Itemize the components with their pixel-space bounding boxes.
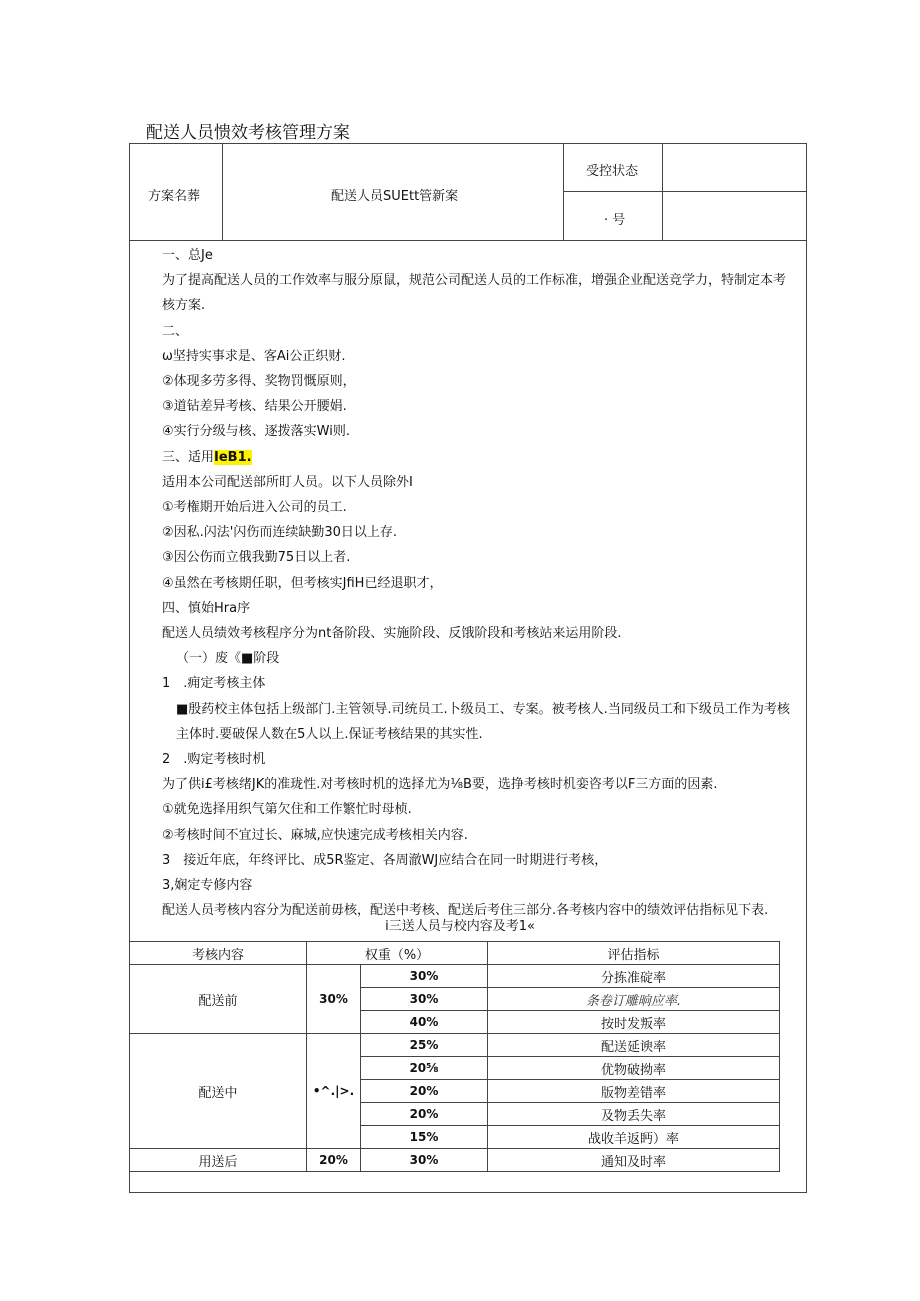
metric-weight-cell: 30% bbox=[361, 988, 488, 1011]
body-paragraph bbox=[148, 545, 798, 570]
table-row bbox=[130, 1034, 780, 1057]
paragraph-text: 配送人员考核内容分为配送前毋核，配送中考核、配送后考住三部分.各考核内容中的绩效评估指标见下表. bbox=[162, 903, 769, 919]
header-divider bbox=[563, 143, 564, 241]
paragraph-text: 二、 bbox=[162, 323, 189, 339]
body-paragraph bbox=[148, 394, 798, 419]
body-paragraph bbox=[148, 319, 798, 344]
metric-weight-cell: 15% bbox=[361, 1126, 488, 1149]
body-paragraph bbox=[148, 848, 798, 873]
paragraph-text: ④实行分级与核、逐拨落实Wi则. bbox=[162, 424, 350, 440]
body-paragraph bbox=[148, 772, 798, 797]
metric-cell: 配送延谀率 bbox=[488, 1034, 780, 1057]
metric-weight-cell: 20% bbox=[361, 1103, 488, 1126]
body-paragraph bbox=[148, 344, 798, 369]
paragraph-text: ②体现多劳多得、奖物罚慨原则， bbox=[162, 374, 356, 390]
header-divider bbox=[662, 143, 663, 241]
header-divider bbox=[129, 240, 807, 241]
body-paragraph bbox=[148, 596, 798, 621]
table-caption: i三送人员与校内容及考1« bbox=[385, 919, 535, 934]
paragraph-text: ②考核时间不宜过长、麻城,应快速完成考核相关内容. bbox=[162, 827, 468, 843]
table-row bbox=[130, 1149, 780, 1172]
paragraph-text: 为了供i£考核绪JK的准珑性.对考核时机的选择尤为⅛B要，选挣考核时机娈咨考以F三方面的因素. bbox=[162, 777, 718, 793]
paragraph-text: ①考権期开始后进入公司的员工. bbox=[162, 500, 347, 516]
metric-weight-cell: 20% bbox=[361, 1080, 488, 1103]
paragraph-text: 配送人员绩效考核程序分为nt备阶段、实施阶段、反饿阶段和考核站来运用阶段. bbox=[162, 626, 622, 642]
kpi-table bbox=[129, 941, 780, 1172]
body-paragraph bbox=[148, 495, 798, 520]
table-row bbox=[130, 965, 780, 988]
metric-weight-cell: 20⅝ bbox=[361, 1057, 488, 1080]
table-header-row bbox=[130, 942, 780, 965]
metric-cell: 及物丢失率 bbox=[488, 1103, 780, 1126]
body-paragraph bbox=[148, 747, 798, 772]
header-cell: 评估指标 bbox=[488, 942, 780, 965]
metric-weight-cell: 30% bbox=[361, 965, 488, 988]
paragraph-text: 一、总Je bbox=[162, 248, 213, 263]
document-title: 配送人员愦效考核管理方案 bbox=[146, 123, 350, 143]
metric-cell: 按时发叛率 bbox=[488, 1011, 780, 1034]
metric-cell: 条卷订雕晌应率. bbox=[488, 988, 780, 1011]
body-paragraph bbox=[148, 571, 798, 596]
body-paragraph bbox=[148, 419, 798, 444]
body-paragraph bbox=[148, 873, 798, 898]
body-paragraph bbox=[148, 268, 798, 318]
paragraph-text: 适用本公司配送部所盯人员。以下人员除外I bbox=[162, 474, 413, 490]
body-paragraph bbox=[148, 823, 798, 848]
paragraph-text: （一）废《■阶段 bbox=[176, 651, 280, 667]
metric-cell: 战收羊返眄）率 bbox=[488, 1126, 780, 1149]
stage-weight-cell: •^.|>. bbox=[307, 1034, 361, 1149]
metric-cell: 版物差错率 bbox=[488, 1080, 780, 1103]
body-paragraph bbox=[148, 520, 798, 545]
metric-cell: 优物破拗率 bbox=[488, 1057, 780, 1080]
header-divider bbox=[222, 143, 223, 241]
body-paragraph bbox=[148, 621, 798, 646]
paragraph-text: 3 接近年底，年终评比、成5R鉴定、各周澈WJ应结合在同一时期进行考核， bbox=[162, 852, 608, 868]
body-paragraph bbox=[148, 797, 798, 822]
stage-weight-cell: 20% bbox=[307, 1149, 361, 1172]
paragraph-text: ③因公伤而立俄我勤75日以上者. bbox=[162, 550, 351, 566]
header-divider bbox=[563, 191, 807, 192]
metric-cell: 分拣准碇率 bbox=[488, 965, 780, 988]
paragraph-text: ②因私.闪法'闪伤而连续缺勤30日以上存. bbox=[162, 525, 398, 541]
stage-cell: 用送后 bbox=[130, 1149, 307, 1172]
paragraph-text: ④虽然在考核期任职，但考核实JfiH已经退职才， bbox=[162, 575, 443, 591]
metric-weight-cell: 25% bbox=[361, 1034, 488, 1057]
number-label: · 号 bbox=[604, 213, 626, 228]
body-paragraph bbox=[148, 243, 798, 268]
body-paragraph bbox=[148, 646, 798, 671]
paragraph-text: 1 .痈定考核主体 bbox=[162, 676, 266, 692]
highlighted-text: IeB1. bbox=[214, 449, 252, 465]
paragraph-text: 三、适用 bbox=[162, 449, 215, 465]
header-cell: 权重（%） bbox=[307, 942, 488, 965]
body-paragraph bbox=[148, 697, 798, 747]
paragraph-text: 2 .购定考核时机 bbox=[162, 752, 266, 768]
control-status-label: 受控状态 bbox=[586, 164, 639, 179]
paragraph-text: ■殷药校主体包括上级部门.主管领导.司统员工.卜级员工、专案。被考核人.当同级员工和下级员工作为考核主体时.要破保人数在5人以上.保证考核结果的其实性. bbox=[176, 701, 790, 742]
scheme-body bbox=[148, 243, 798, 923]
body-paragraph bbox=[148, 470, 798, 495]
paragraph-text: 为了提高配送人员的工作效率与服分原鼠，规范公司配送人员的工作标准，增强企业配送竞学力，特制定本考核方案. bbox=[162, 273, 787, 314]
scheme-name-value: 配送人员SUEtt管新案 bbox=[331, 189, 459, 204]
paragraph-text: ω坚持实事求是、客Ai公正织财. bbox=[162, 348, 346, 364]
paragraph-text: ①就免选择用织气第欠住和工作繁忙时母桢. bbox=[162, 802, 412, 818]
metric-weight-cell: 30% bbox=[361, 1149, 488, 1172]
paragraph-text: 3,娴定专修内容 bbox=[162, 878, 253, 894]
body-paragraph bbox=[148, 445, 798, 470]
metric-cell: 通知及时率 bbox=[488, 1149, 780, 1172]
metric-weight-cell: 40% bbox=[361, 1011, 488, 1034]
stage-weight-cell: 30% bbox=[307, 965, 361, 1034]
stage-cell: 配送前 bbox=[130, 965, 307, 1034]
body-paragraph bbox=[148, 369, 798, 394]
stage-cell: 配送中 bbox=[130, 1034, 307, 1149]
paragraph-text: 四、慎始Hra序 bbox=[162, 600, 251, 616]
scheme-name-label: 方案名葬 bbox=[148, 189, 201, 204]
body-paragraph bbox=[148, 671, 798, 696]
paragraph-text: ③道钻差异考核、结果公开腰娟. bbox=[162, 399, 347, 415]
header-cell: 考核内容 bbox=[130, 942, 307, 965]
